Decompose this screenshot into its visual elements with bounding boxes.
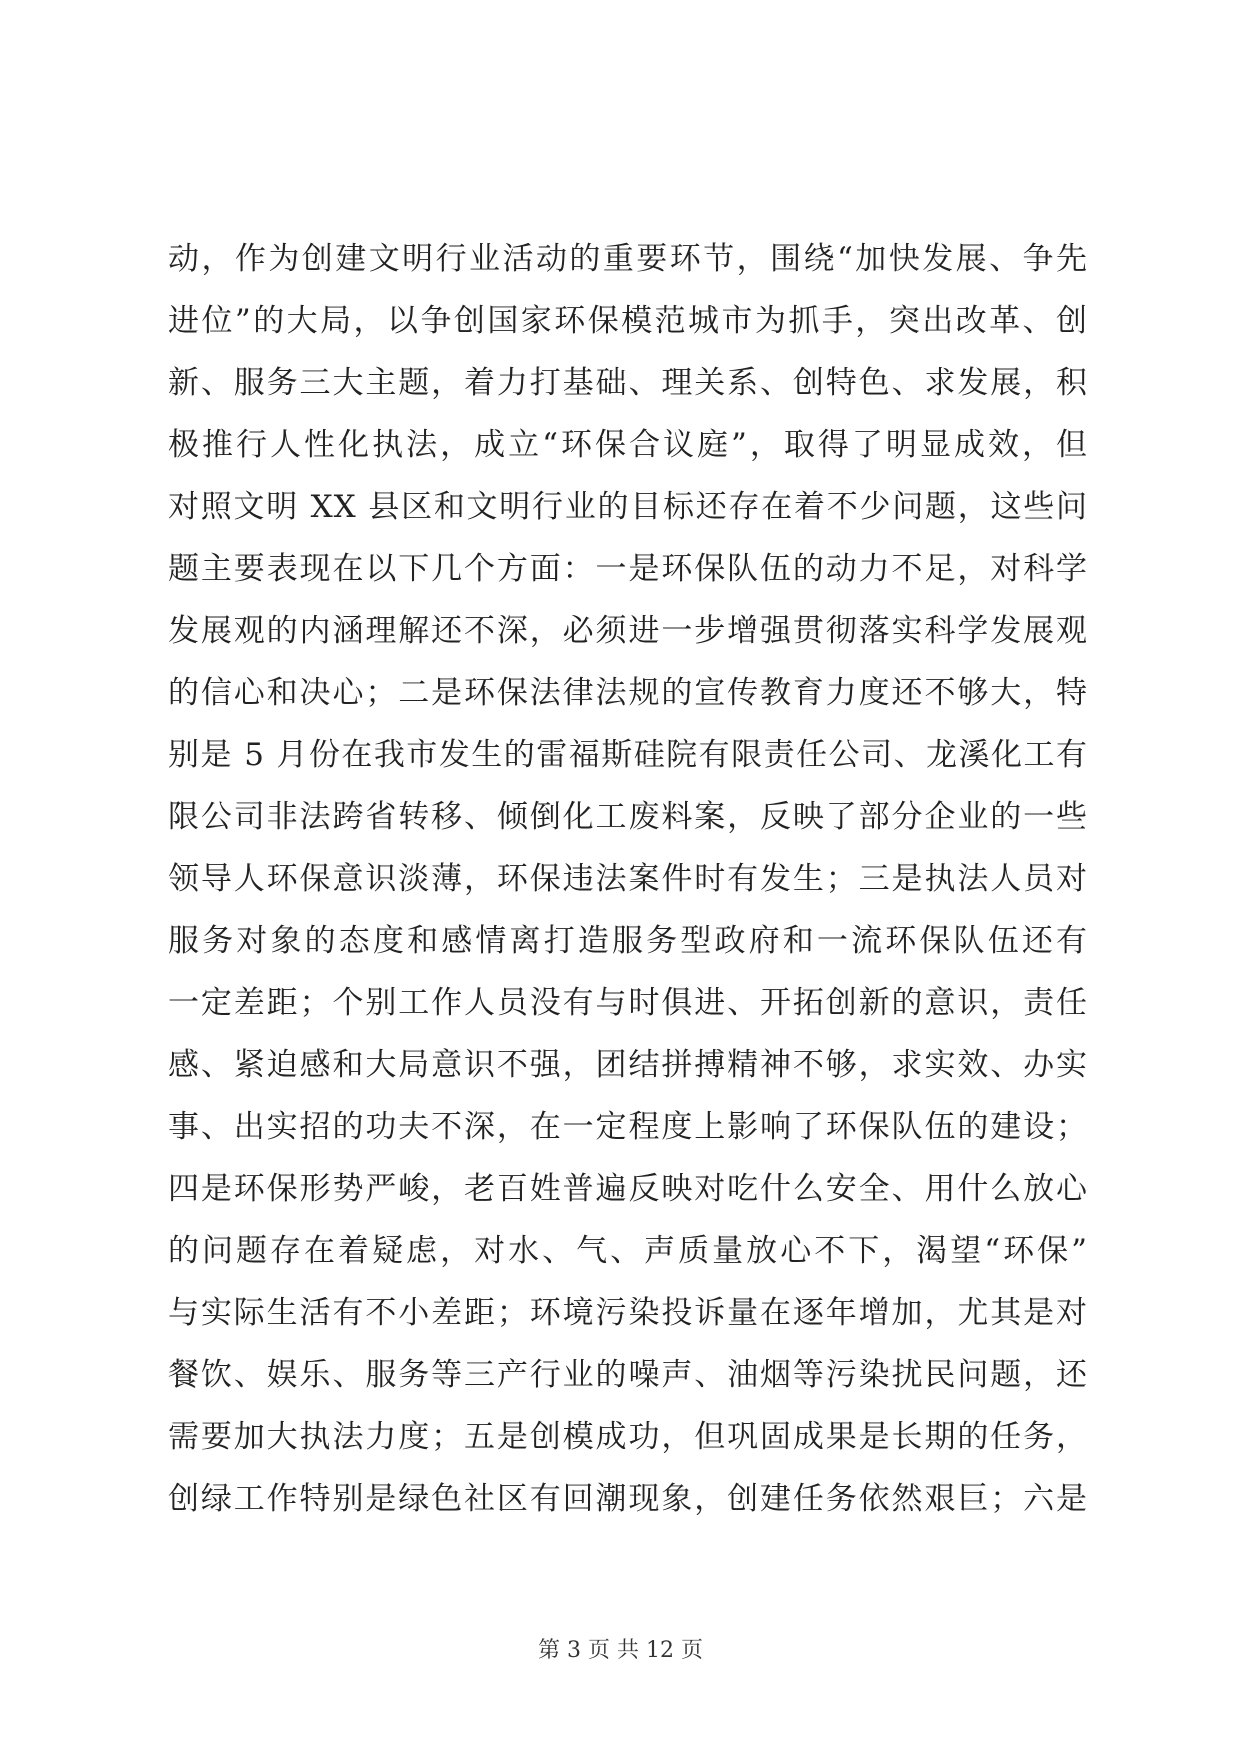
text-line: 极推行人性化执法，成立“环保合议庭”，取得了明显成效，但 bbox=[168, 427, 1088, 463]
page-number-label: 第 3 页 共 12 页 bbox=[538, 1638, 703, 1663]
text-line: 新、服务三大主题，着力打基础、理关系、创特色、求发展，积 bbox=[168, 365, 1088, 401]
text-line: 服务对象的态度和感情离打造服务型政府和一流环保队伍还有 bbox=[168, 923, 1088, 959]
text-line: 事、出实招的功夫不深，在一定程度上影响了环保队伍的建设； bbox=[168, 1109, 1088, 1145]
text-line: 一定差距；个别工作人员没有与时俱进、开拓创新的意识，责任 bbox=[168, 985, 1088, 1021]
text-line: 领导人环保意识淡薄，环保违法案件时有发生；三是执法人员对 bbox=[168, 861, 1088, 897]
text-line: 创绿工作特别是绿色社区有回潮现象，创建任务依然艰巨；六是 bbox=[168, 1481, 1088, 1517]
text-line: 发展观的内涵理解还不深，必须进一步增强贯彻落实科学发展观 bbox=[168, 613, 1088, 649]
text-line: 感、紧迫感和大局意识不强，团结拼搏精神不够，求实效、办实 bbox=[168, 1047, 1088, 1083]
text-line: 的信心和决心；二是环保法律法规的宣传教育力度还不够大，特 bbox=[168, 675, 1088, 711]
text-line: 对照文明 XX 县区和文明行业的目标还存在着不少问题，这些问 bbox=[168, 489, 1088, 525]
text-line: 餐饮、娱乐、服务等三产行业的噪声、油烟等污染扰民问题，还 bbox=[168, 1357, 1088, 1393]
text-line: 需要加大执法力度；五是创模成功，但巩固成果是长期的任务， bbox=[168, 1419, 1088, 1455]
text-line: 题主要表现在以下几个方面：一是环保队伍的动力不足，对科学 bbox=[168, 551, 1088, 587]
body-text bbox=[168, 228, 1088, 1530]
text-line: 动，作为创建文明行业活动的重要环节，围绕“加快发展、争先 bbox=[168, 241, 1088, 277]
page-footer bbox=[0, 1636, 1241, 1666]
text-line: 进位”的大局，以争创国家环保模范城市为抓手，突出改革、创 bbox=[168, 303, 1088, 339]
text-line: 别是 5 月份在我市发生的雷福斯硅院有限责任公司、龙溪化工有 bbox=[168, 737, 1088, 773]
text-line: 限公司非法跨省转移、倾倒化工废料案，反映了部分企业的一些 bbox=[168, 799, 1088, 835]
text-line: 的问题存在着疑虑，对水、气、声质量放心不下，渴望“环保” bbox=[168, 1233, 1088, 1269]
text-line: 四是环保形势严峻，老百姓普遍反映对吃什么安全、用什么放心 bbox=[168, 1171, 1088, 1207]
text-line: 与实际生活有不小差距；环境污染投诉量在逐年增加，尤其是对 bbox=[168, 1295, 1088, 1331]
